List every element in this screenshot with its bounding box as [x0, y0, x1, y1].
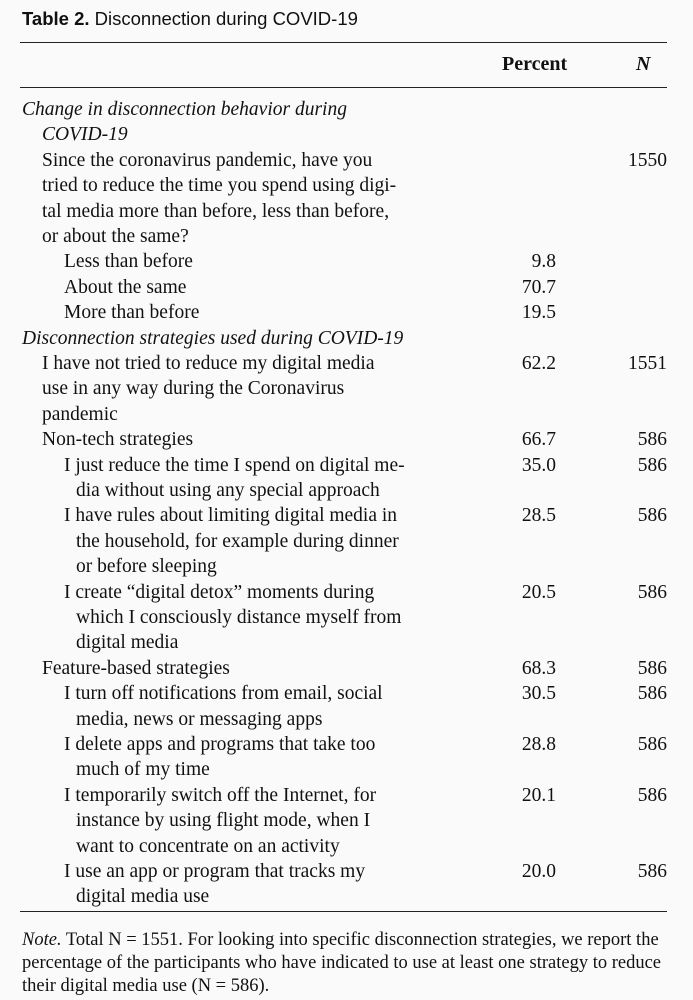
row-label: instance by using flight mode, when I — [76, 810, 371, 832]
row-label: dia without using any special approach — [76, 480, 380, 501]
table-row — [0, 529, 693, 554]
row-label: pandemic — [42, 403, 118, 425]
table-row — [0, 275, 693, 300]
table-row — [0, 859, 693, 884]
table-row — [0, 757, 693, 782]
row-label: I have rules about limiting digital media in — [64, 505, 398, 527]
table-row — [0, 605, 693, 630]
percent-cell: 28.8 — [521, 734, 556, 755]
n-cell: 586 — [637, 454, 667, 476]
table-row — [0, 707, 693, 732]
note-text: Total N = 1551. For looking into specific disconnection strategies, we report the percentage of the participants who have indicated to use at least one strategy to reduce their digital media use (N = 586). — [22, 930, 662, 996]
table-row — [0, 834, 693, 859]
row-label: digital media use — [76, 886, 210, 908]
percent-cell: 35.0 — [521, 454, 556, 476]
table-row — [0, 402, 693, 427]
table-row — [0, 173, 693, 198]
row-label: or about the same? — [42, 226, 189, 247]
row-label: I temporarily switch off the Internet, for — [64, 784, 377, 806]
row-label: tried to reduce the time you spend using digi- — [42, 175, 397, 197]
table-row — [0, 453, 693, 478]
row-label: I use an app or program that tracks my — [64, 861, 366, 882]
n-cell: 586 — [637, 505, 667, 527]
row-label: I turn off notifications from email, social — [64, 683, 383, 705]
row-label: Since the coronavirus pandemic, have you — [42, 149, 373, 171]
n-cell: 586 — [637, 429, 667, 451]
table-row — [0, 681, 693, 706]
row-label: or before sleeping — [76, 556, 217, 578]
table-row — [0, 630, 693, 655]
row-label: much of my time — [76, 759, 210, 781]
percent-cell: 68.3 — [521, 657, 556, 679]
table-row — [0, 732, 693, 757]
table-row — [0, 427, 693, 452]
table-row — [0, 148, 693, 173]
table-row — [0, 478, 693, 503]
bottom-rule — [20, 911, 667, 912]
row-label: Less than before — [64, 251, 193, 273]
row-label: More than before — [64, 302, 200, 324]
table-caption: Disconnection during COVID-19 — [94, 8, 358, 29]
percent-cell: 62.2 — [521, 353, 556, 374]
n-column-header: N — [636, 53, 651, 75]
table-note — [22, 929, 682, 998]
percent-cell: 20.1 — [521, 784, 556, 806]
percent-cell: 20.0 — [521, 861, 556, 882]
table-row — [0, 808, 693, 833]
n-cell: 586 — [637, 784, 667, 806]
percent-cell: 66.7 — [521, 429, 556, 451]
section-heading: Change in disconnection behavior during — [22, 99, 347, 120]
row-label: which I consciously distance myself from — [76, 607, 402, 628]
row-label: I just reduce the time I spend on digital me- — [64, 454, 405, 476]
table-row — [0, 351, 693, 376]
table-row — [0, 224, 693, 249]
row-label: Non-tech strategies — [42, 429, 194, 451]
percent-cell: 9.8 — [531, 251, 556, 273]
table-row — [0, 122, 693, 147]
header-rule — [20, 87, 667, 88]
n-cell: 586 — [637, 657, 667, 679]
table-row — [0, 884, 693, 909]
n-cell: 1550 — [628, 149, 667, 171]
percent-cell: 30.5 — [521, 683, 556, 705]
section-heading: Disconnection strategies used during COVID-19 — [22, 327, 404, 349]
table-row — [0, 783, 693, 808]
row-label: Feature-based strategies — [42, 657, 230, 679]
table-row — [0, 326, 693, 351]
percent-column-header: Percent — [502, 53, 568, 75]
table-row — [0, 580, 693, 605]
table-row — [0, 503, 693, 528]
n-cell: 586 — [637, 734, 667, 755]
row-label: I delete apps and programs that take too — [64, 734, 376, 755]
table-row — [0, 554, 693, 579]
table-row — [0, 249, 693, 274]
section-heading: COVID-19 — [42, 124, 128, 146]
row-label: I have not tried to reduce my digital media — [42, 353, 375, 374]
percent-cell: 28.5 — [521, 505, 556, 527]
table-row — [0, 376, 693, 401]
row-label: About the same — [64, 276, 187, 298]
percent-cell: 19.5 — [521, 302, 556, 324]
table-label: Table 2. — [22, 8, 90, 29]
row-label: the household, for example during dinner — [76, 530, 399, 552]
n-cell: 586 — [637, 581, 667, 603]
top-rule — [20, 42, 667, 43]
table-row — [0, 656, 693, 681]
n-cell: 586 — [637, 683, 667, 705]
row-label: use in any way during the Coronavirus — [42, 378, 345, 400]
n-cell: 586 — [637, 861, 667, 882]
row-label: digital media — [76, 632, 179, 654]
percent-cell: 70.7 — [521, 276, 556, 298]
row-label: tal media more than before, less than before, — [42, 200, 390, 222]
table-row — [0, 199, 693, 224]
table-title — [22, 7, 358, 31]
n-cell: 1551 — [628, 353, 667, 374]
note-label: Note. — [22, 930, 62, 950]
row-label: I create “digital detox” moments during — [64, 581, 375, 603]
row-label: media, news or messaging apps — [76, 708, 323, 730]
table-row — [0, 97, 693, 122]
percent-cell: 20.5 — [521, 581, 556, 603]
row-label: want to concentrate on an activity — [76, 835, 340, 857]
table-row — [0, 300, 693, 325]
